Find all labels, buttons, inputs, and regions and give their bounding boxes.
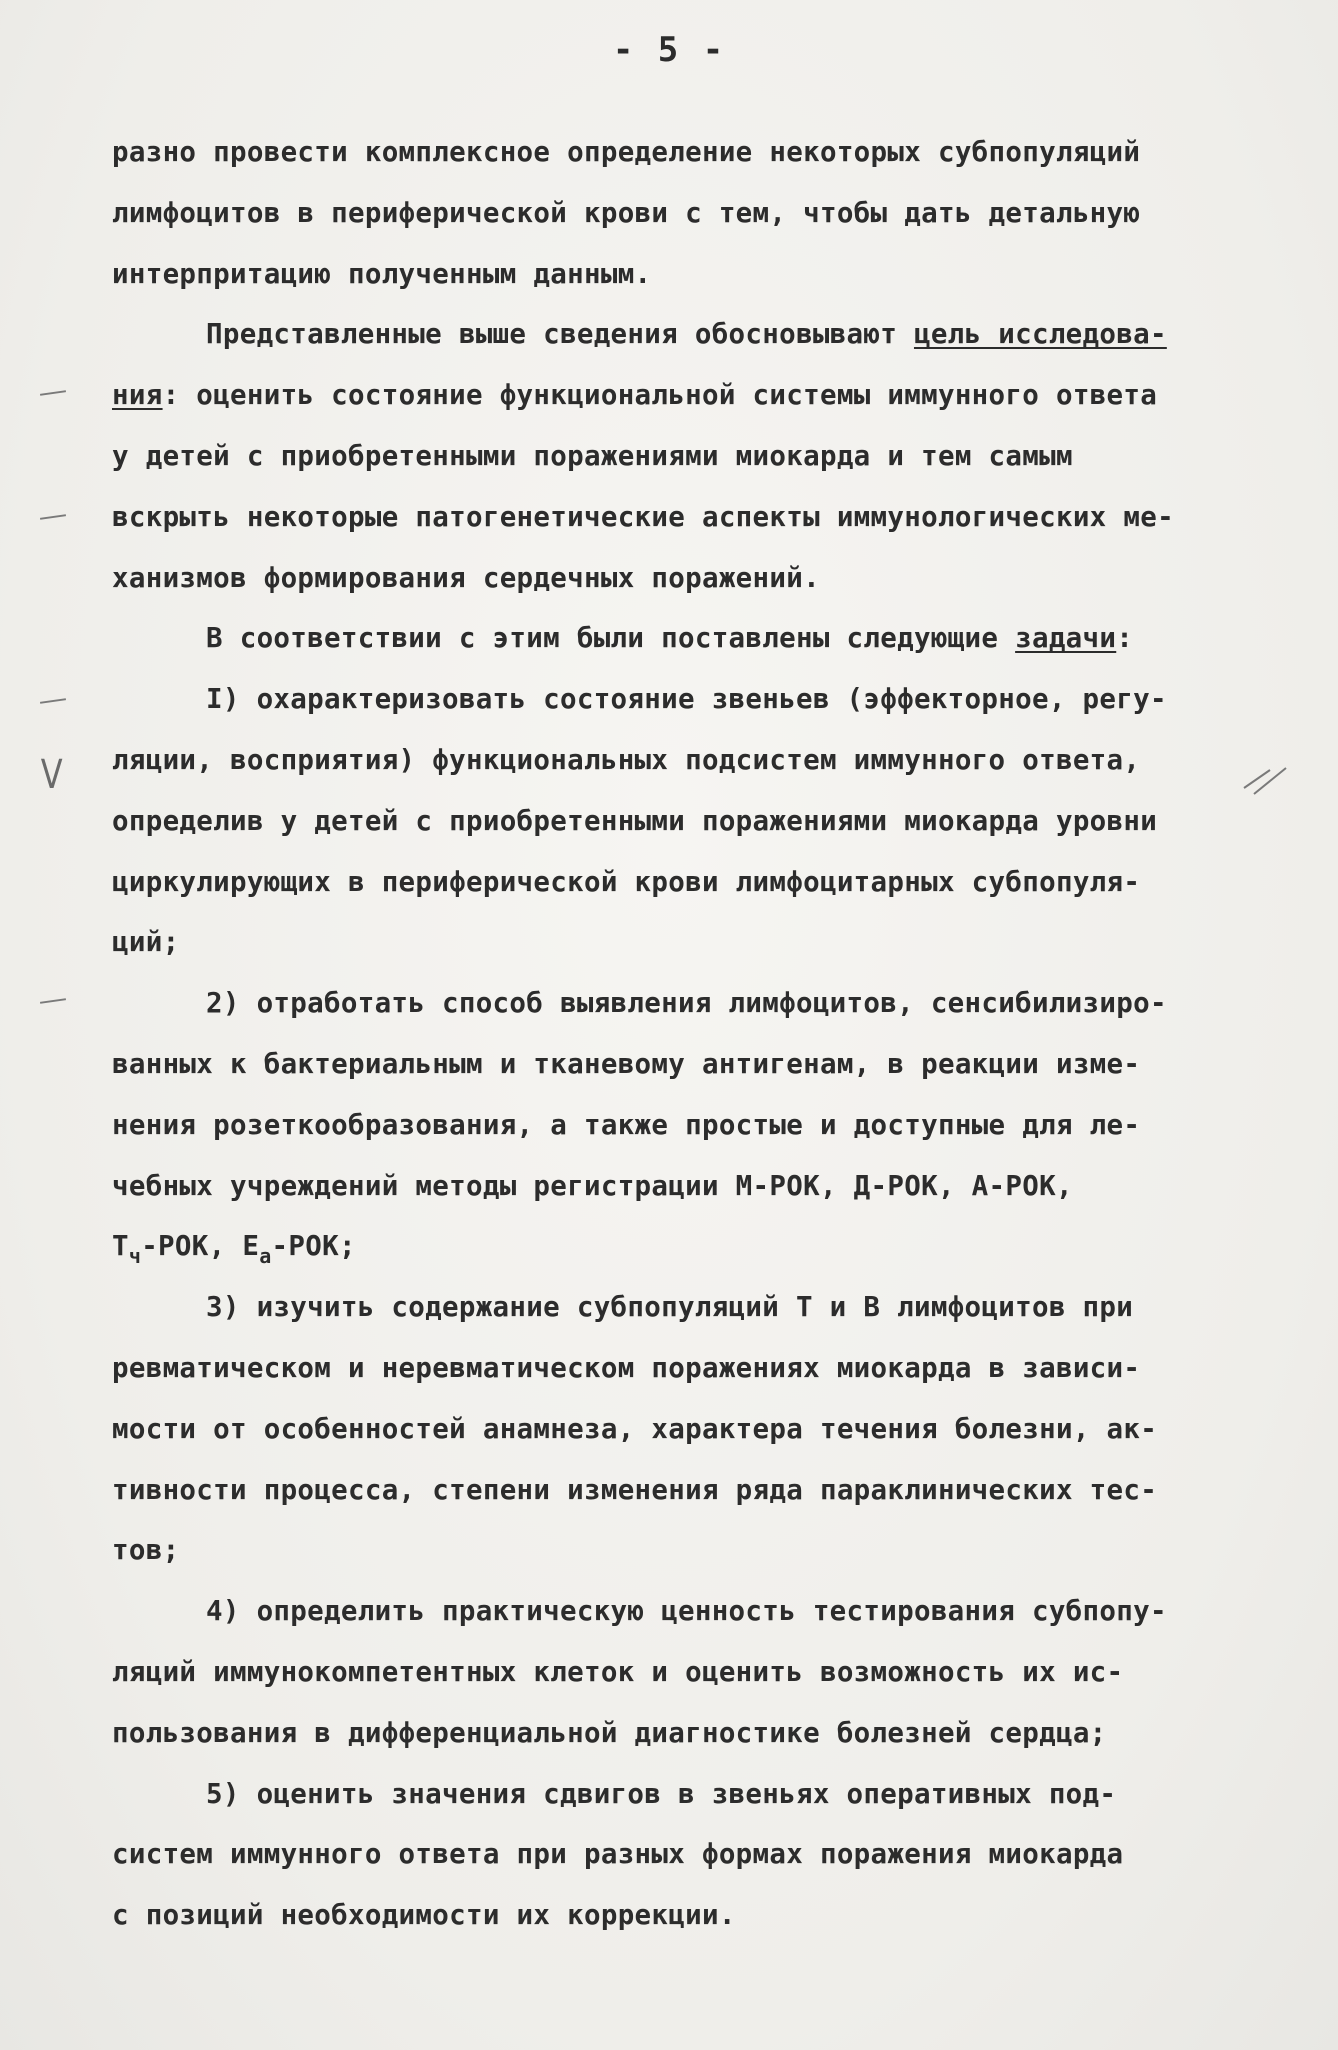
text-line: вскрыть некоторые патогенетические аспекты иммунологических ме- <box>112 500 1174 533</box>
text-line: интерпритацию полученным данным. <box>112 257 652 290</box>
page-number: - 5 - <box>612 30 726 70</box>
text-span: Т <box>112 1230 129 1263</box>
margin-dash-mark <box>40 698 66 704</box>
text-span: -РОК; <box>271 1230 356 1263</box>
text-line: ванных к бактериальным и тканевому антигенам, в реакции изме- <box>112 1047 1141 1080</box>
list-item-2: 2) отработать способ выявления лимфоцитов, сенсибилизиро- <box>206 987 1167 1020</box>
text-line: лимфоцитов в периферической крови с тем, чтобы дать детальную <box>112 196 1141 229</box>
text-line <box>112 1216 1282 1277</box>
text-line: мости от особенностей анамнеза, характера течения болезни, ак- <box>112 1412 1158 1445</box>
text-span: : оценить состояние функциональной системы иммунного ответа <box>162 379 1158 412</box>
text-line: ляции, восприятия) функциональных подсистем иммунного ответа, <box>112 743 1141 776</box>
text-span: Представленные выше сведения обосновывают <box>206 318 914 351</box>
text-span: В соответствии с этим были поставлены следующие <box>206 622 1016 655</box>
text-line: разно провести комплексное определение некоторых субпопуляций <box>112 136 1141 168</box>
text-line: чебных учреждений методы регистрации М-РОК, Д-РОК, А-РОК, <box>112 1169 1073 1202</box>
margin-dash-mark <box>40 998 66 1004</box>
underlined-term: цель исследова- <box>913 318 1167 351</box>
underlined-term: задачи <box>1015 622 1117 655</box>
document-body <box>112 122 1282 1946</box>
text-line: ревматическом и неревматическом поражениях миокарда в зависи- <box>112 1351 1141 1384</box>
text-line: систем иммунного ответа при разных формах поражения миокарда <box>112 1838 1124 1871</box>
list-item-4: 4) определить практическую ценность тестирования субпопу- <box>206 1595 1167 1628</box>
text-span: : <box>1116 622 1134 655</box>
subscript: а <box>259 1244 272 1269</box>
subscript: ч <box>128 1244 142 1269</box>
text-line <box>112 304 1282 365</box>
margin-check-mark: V <box>40 752 63 798</box>
underlined-term: ния <box>112 379 163 412</box>
text-line: пользования в дифференциальной диагностике болезней сердца; <box>112 1716 1107 1749</box>
margin-dash-mark <box>40 514 66 520</box>
text-line: с позиций необходимости их коррекции. <box>112 1899 736 1932</box>
text-line: тов; <box>112 1534 180 1567</box>
text-line: нения розеткообразования, а также простые и доступные для ле- <box>112 1108 1141 1141</box>
text-line: ханизмов формирования сердечных поражений. <box>112 561 820 594</box>
text-line <box>112 608 1282 669</box>
text-line: ляций иммунокомпетентных клеток и оценить возможность их ис- <box>112 1655 1124 1688</box>
text-line: у детей с приобретенными поражениями миокарда и тем самым <box>112 439 1073 472</box>
text-span: -РОК, Е <box>141 1230 260 1263</box>
list-item-5: 5) оценить значения сдвигов в звеньях оперативных под- <box>206 1777 1117 1810</box>
text-line: определив у детей с приобретенными поражениями миокарда уровни <box>112 804 1158 837</box>
list-item-1: I) охарактеризовать состояние звеньев (эффекторное, регу- <box>206 683 1167 716</box>
text-line: ций; <box>112 926 180 959</box>
text-line <box>112 365 1282 426</box>
text-line: тивности процесса, степени изменения ряда параклинических тес- <box>112 1473 1158 1506</box>
margin-dash-mark <box>40 390 66 396</box>
text-line: циркулирующих в периферической крови лимфоцитарных субпопуля- <box>112 865 1141 898</box>
list-item-3: 3) изучить содержание субпопуляций Т и В лимфоцитов при <box>206 1291 1134 1324</box>
